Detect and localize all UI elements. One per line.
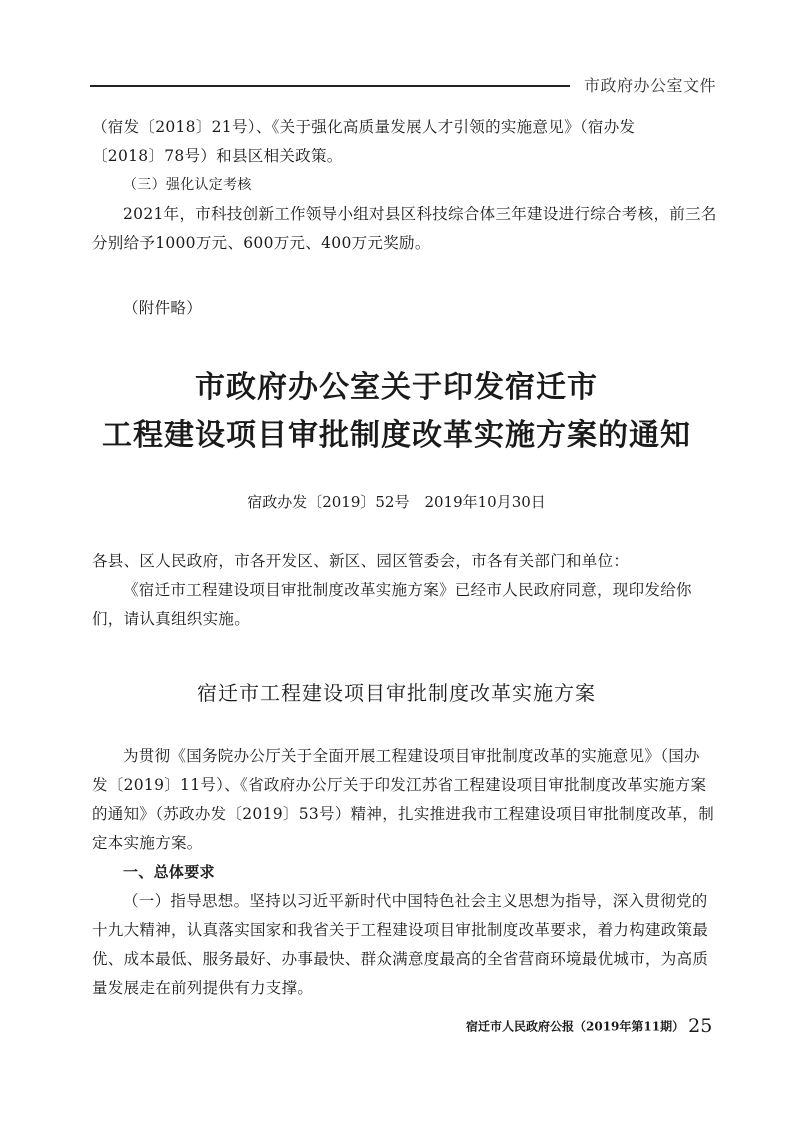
notice-title-line-2: 工程建设项目审批制度改革实施方案的通知 xyxy=(102,418,691,453)
page-footer xyxy=(466,1015,712,1037)
paragraph-line: 的通知》（苏政办发〔2019〕53号）精神，扎实推进我市工程建设项目审批制度改革，制 xyxy=(92,805,715,823)
plan-title: 宿迁市工程建设项目审批制度改革实施方案 xyxy=(197,681,596,705)
gazette-name: 宿迁市人民政府公报（2019年第11期） xyxy=(466,1019,685,1034)
subheading-assessment: （三）强化认定考核 xyxy=(123,177,252,193)
plan-intro-paragraph xyxy=(92,742,715,1003)
section-heading-general-requirements: 一、总体要求 xyxy=(123,863,215,881)
paragraph-line: 为贯彻《国务院办公厅关于全面开展工程建设项目审批制度改革的实施意见》（国办 xyxy=(123,747,700,765)
notice-title-line-1: 市政府办公室关于印发宿迁市 xyxy=(195,370,598,405)
recipients-line: 各县、区人民政府，市各开发区、新区、园区管委会，市各有关部门和单位： xyxy=(92,552,630,570)
paragraph-line: 优、成本最低、服务最好、办事最快、群众满意度最高的全省营商环境最优城市，为高质 xyxy=(92,950,709,968)
document-number: 宿政办发〔2019〕52号 2019年10月30日 xyxy=(247,493,546,511)
notice-body xyxy=(92,547,708,634)
policy-reference-paragraph xyxy=(92,113,717,258)
paragraph-line: 十九大精神，认真落实国家和我省关于工程建设项目审批制度改革要求，着力构建政策最 xyxy=(92,921,709,939)
paragraph-line: 〔2018〕78号）和县区相关政策。 xyxy=(92,147,343,165)
paragraph-line: 们，请认真组织实施。 xyxy=(92,610,251,628)
paragraph-line: （一）指导思想。坚持以习近平新时代中国特色社会主义思想为指导，深入贯彻党的 xyxy=(123,892,708,910)
header-rule xyxy=(90,85,570,87)
page-number: 25 xyxy=(688,1015,713,1037)
paragraph-line: 2021年，市科技创新工作领导小组对县区科技综合体三年建设进行综合考核，前三名 xyxy=(123,205,717,223)
header-label: 市政府办公室文件 xyxy=(584,76,717,95)
paragraph-line: 量发展走在前列提供有力支撑。 xyxy=(92,979,314,997)
paragraph-line: 《宿迁市工程建设项目审批制度改革实施方案》已经市人民政府同意，现印发给你 xyxy=(123,581,692,599)
paragraph-line: （宿发〔2018〕21号）、《关于强化高质量发展人才引领的实施意见》（宿办发 xyxy=(92,118,636,136)
paragraph-line: 定本实施方案。 xyxy=(92,834,203,852)
paragraph-line: 分别给予1000万元、600万元、400万元奖励。 xyxy=(92,234,431,252)
attachment-note xyxy=(92,294,708,323)
paragraph-line: 发〔2019〕11号）、《省政府办公厅关于印发江苏省工程建设项目审批制度改革实施方案 xyxy=(92,776,707,794)
attachment-text: （附件略） xyxy=(123,299,203,317)
